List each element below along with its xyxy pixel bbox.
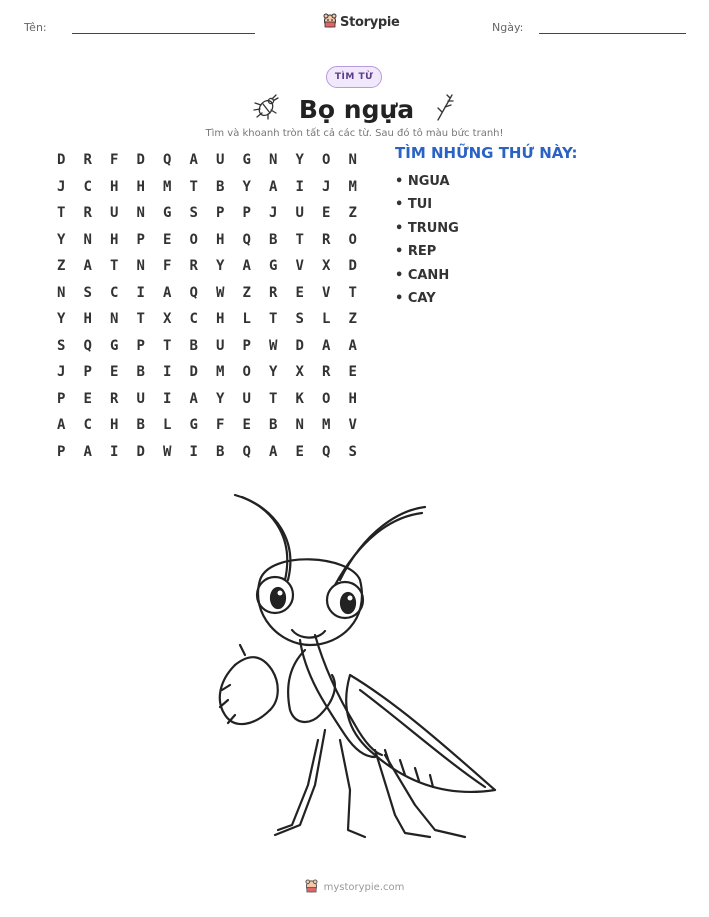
grid-cell[interactable]: B <box>216 443 225 460</box>
title-row <box>0 90 709 128</box>
grid-cell[interactable]: S <box>295 311 304 328</box>
storypie-logo-icon <box>305 878 318 897</box>
word-search-grid[interactable] <box>48 147 366 465</box>
grid-cell[interactable]: R <box>322 364 331 381</box>
grid-cell[interactable]: P <box>242 205 251 222</box>
grid-cell[interactable]: Y <box>216 390 225 407</box>
grid-cell[interactable]: O <box>189 231 198 248</box>
word-list <box>395 170 459 310</box>
grid-cell[interactable]: P <box>83 364 92 381</box>
grid-cell[interactable]: H <box>110 178 119 195</box>
grid-cell[interactable]: Z <box>348 205 357 222</box>
grid-cell[interactable]: X <box>295 364 304 381</box>
grid-cell[interactable]: Y <box>295 152 304 169</box>
grid-cell[interactable]: A <box>163 284 172 301</box>
grid-cell[interactable]: E <box>348 364 357 381</box>
grid-cell[interactable]: Y <box>57 231 66 248</box>
grid-cell[interactable]: Q <box>163 152 172 169</box>
word-item: • CAY <box>395 290 436 306</box>
grid-cell[interactable]: S <box>189 205 198 222</box>
grid-cell[interactable]: P <box>136 337 145 354</box>
grid-cell[interactable]: U <box>216 152 225 169</box>
grid-cell[interactable]: G <box>269 258 278 275</box>
grid-cell[interactable]: A <box>189 152 198 169</box>
grid-cell[interactable]: S <box>348 443 357 460</box>
grid-cell[interactable]: S <box>57 337 66 354</box>
grid-cell[interactable]: J <box>57 364 66 381</box>
grid-cell[interactable]: R <box>189 258 198 275</box>
grid-cell[interactable]: Z <box>348 311 357 328</box>
grid-cell[interactable]: P <box>136 231 145 248</box>
grid-cell[interactable]: V <box>295 258 304 275</box>
grid-cell[interactable]: H <box>348 390 357 407</box>
grid-cell[interactable]: H <box>216 311 225 328</box>
grid-cell[interactable]: H <box>83 311 92 328</box>
grid-cell[interactable]: N <box>57 284 66 301</box>
grid-cell[interactable]: A <box>242 258 251 275</box>
brand-name: Storypie <box>340 14 400 30</box>
grid-cell[interactable]: M <box>322 417 331 434</box>
grid-cell[interactable]: A <box>269 443 278 460</box>
grid-cell[interactable]: A <box>269 178 278 195</box>
grid-cell[interactable]: M <box>348 178 357 195</box>
grid-cell[interactable]: F <box>163 258 172 275</box>
grid-cell[interactable]: N <box>83 231 92 248</box>
grid-cell[interactable]: W <box>216 284 225 301</box>
grid-cell[interactable]: P <box>216 205 225 222</box>
grid-cell[interactable]: E <box>295 443 304 460</box>
grid-cell[interactable]: O <box>348 231 357 248</box>
grid-cell[interactable]: Y <box>242 178 251 195</box>
grid-cell[interactable]: I <box>136 284 145 301</box>
grid-cell[interactable]: K <box>295 390 304 407</box>
grid-cell[interactable]: Z <box>57 258 66 275</box>
grid-cell[interactable]: V <box>348 417 357 434</box>
grid-cell[interactable]: T <box>136 311 145 328</box>
grid-cell[interactable]: D <box>136 152 145 169</box>
grid-cell[interactable]: Q <box>242 443 251 460</box>
grid-cell[interactable]: Q <box>242 231 251 248</box>
grid-cell[interactable]: P <box>242 337 251 354</box>
grid-cell[interactable]: Y <box>57 311 66 328</box>
grid-cell[interactable]: Q <box>322 443 331 460</box>
grid-cell[interactable]: S <box>83 284 92 301</box>
grid-cell[interactable]: M <box>216 364 225 381</box>
grid-cell[interactable]: E <box>110 364 119 381</box>
grid-cell[interactable]: V <box>322 284 331 301</box>
grid-cell[interactable]: E <box>83 390 92 407</box>
grid-cell[interactable]: F <box>216 417 225 434</box>
grid-cell[interactable]: Y <box>269 364 278 381</box>
grid-cell[interactable]: D <box>295 337 304 354</box>
grid-cell[interactable]: J <box>57 178 66 195</box>
grid-cell[interactable]: C <box>83 178 92 195</box>
grid-cell[interactable]: G <box>242 152 251 169</box>
grid-cell[interactable]: T <box>110 258 119 275</box>
grid-cell[interactable]: A <box>83 443 92 460</box>
grid-cell[interactable]: L <box>322 311 331 328</box>
grid-cell[interactable]: G <box>110 337 119 354</box>
grid-cell[interactable]: R <box>269 284 278 301</box>
grid-cell[interactable]: I <box>189 443 198 460</box>
grid-cell[interactable]: T <box>269 311 278 328</box>
grid-cell[interactable]: H <box>136 178 145 195</box>
grid-cell[interactable]: P <box>57 443 66 460</box>
footer-url[interactable]: mystorypie.com <box>323 882 405 893</box>
grid-cell[interactable]: D <box>189 364 198 381</box>
grid-cell[interactable]: L <box>242 311 251 328</box>
grid-cell[interactable]: P <box>57 390 66 407</box>
grid-cell[interactable]: O <box>322 390 331 407</box>
grid-cell[interactable]: N <box>136 258 145 275</box>
name-line[interactable] <box>72 33 255 34</box>
grid-cell[interactable]: I <box>163 364 172 381</box>
twig-icon <box>432 92 458 126</box>
grid-cell[interactable]: Q <box>83 337 92 354</box>
brand-logo <box>323 12 400 32</box>
grid-cell[interactable]: C <box>83 417 92 434</box>
word-item: • NGUA <box>395 174 450 189</box>
grid-cell[interactable]: G <box>189 417 198 434</box>
grid-cell[interactable]: U <box>136 390 145 407</box>
word-item: • TUI <box>395 197 433 213</box>
grid-cell[interactable]: T <box>269 390 278 407</box>
word-item: • REP <box>395 244 437 260</box>
grid-cell[interactable]: D <box>136 443 145 460</box>
grid-cell[interactable]: D <box>57 152 66 169</box>
grid-cell[interactable]: Y <box>216 258 225 275</box>
beetle-icon <box>251 92 281 126</box>
grid-cell[interactable]: B <box>189 337 198 354</box>
grid-cell[interactable]: X <box>322 258 331 275</box>
name-label: Tên: <box>24 21 47 34</box>
grid-cell[interactable]: A <box>57 417 66 434</box>
grid-cell[interactable]: B <box>216 178 225 195</box>
grid-cell[interactable]: R <box>83 205 92 222</box>
word-item: • CANH <box>395 267 450 283</box>
grid-cell[interactable]: B <box>269 417 278 434</box>
grid-cell[interactable]: W <box>269 337 278 354</box>
grid-cell[interactable]: L <box>163 417 172 434</box>
grid-cell[interactable]: O <box>242 364 251 381</box>
word-list-title: TÌM NHỮNG THỨ NÀY: <box>395 144 578 162</box>
date-label: Ngày: <box>492 21 524 34</box>
grid-cell[interactable]: R <box>322 231 331 248</box>
grid-cell[interactable]: H <box>110 231 119 248</box>
grid-cell[interactable]: A <box>348 337 357 354</box>
grid-cell[interactable]: U <box>295 205 304 222</box>
grid-cell[interactable]: T <box>163 337 172 354</box>
instructions: Tìm và khoanh tròn tất cả các từ. Sau đó tô màu bức tranh! <box>205 128 504 139</box>
grid-cell[interactable]: I <box>295 178 304 195</box>
mantis-illustration[interactable] <box>200 485 510 859</box>
grid-cell[interactable]: T <box>295 231 304 248</box>
grid-cell[interactable]: H <box>216 231 225 248</box>
page-title: Bọ ngựa <box>298 94 415 124</box>
grid-cell[interactable]: B <box>136 364 145 381</box>
grid-cell[interactable]: D <box>348 258 357 275</box>
grid-cell[interactable]: Q <box>189 284 198 301</box>
grid-cell[interactable]: T <box>57 205 66 222</box>
grid-cell[interactable]: N <box>136 205 145 222</box>
grid-cell[interactable]: E <box>163 231 172 248</box>
grid-cell[interactable]: J <box>322 178 331 195</box>
grid-cell[interactable]: N <box>295 417 304 434</box>
activity-badge: TÌM TỪ <box>326 66 382 88</box>
grid-cell[interactable]: T <box>348 284 357 301</box>
grid-cell[interactable]: N <box>110 311 119 328</box>
grid-cell[interactable]: C <box>110 284 119 301</box>
grid-cell[interactable]: X <box>163 311 172 328</box>
grid-cell[interactable]: U <box>110 205 119 222</box>
grid-cell[interactable]: G <box>163 205 172 222</box>
grid-cell[interactable]: T <box>189 178 198 195</box>
grid-cell[interactable]: R <box>110 390 119 407</box>
grid-cell[interactable]: N <box>348 152 357 169</box>
grid-cell[interactable]: I <box>163 390 172 407</box>
grid-cell[interactable]: U <box>216 337 225 354</box>
grid-cell[interactable]: E <box>322 205 331 222</box>
word-item: • TRUNG <box>395 220 459 236</box>
grid-cell[interactable]: U <box>242 390 251 407</box>
date-line[interactable] <box>539 33 686 34</box>
grid-cell[interactable]: E <box>242 417 251 434</box>
storypie-logo-icon <box>323 12 337 32</box>
grid-cell[interactable]: W <box>163 443 172 460</box>
grid-cell[interactable]: C <box>189 311 198 328</box>
grid-cell[interactable]: I <box>110 443 119 460</box>
grid-cell[interactable]: A <box>322 337 331 354</box>
grid-cell[interactable]: M <box>163 178 172 195</box>
grid-cell[interactable]: B <box>269 231 278 248</box>
footer <box>0 878 709 897</box>
grid-cell[interactable]: A <box>83 258 92 275</box>
grid-cell[interactable]: A <box>189 390 198 407</box>
grid-cell[interactable]: F <box>110 152 119 169</box>
grid-cell[interactable]: E <box>295 284 304 301</box>
grid-cell[interactable]: O <box>322 152 331 169</box>
grid-cell[interactable]: B <box>136 417 145 434</box>
grid-cell[interactable]: Z <box>242 284 251 301</box>
grid-cell[interactable]: N <box>269 152 278 169</box>
grid-cell[interactable]: R <box>83 152 92 169</box>
grid-cell[interactable]: J <box>269 205 278 222</box>
grid-cell[interactable]: H <box>110 417 119 434</box>
